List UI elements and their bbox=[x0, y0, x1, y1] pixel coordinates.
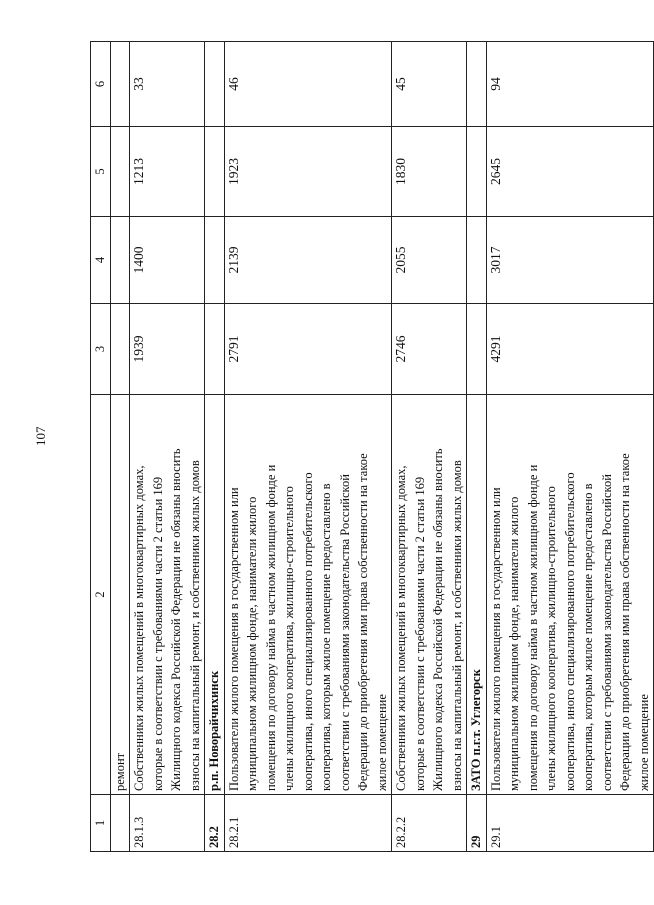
tariff-table bbox=[90, 41, 654, 852]
value-col-6: 46 bbox=[224, 42, 392, 127]
header-cell-2: 2 bbox=[91, 395, 111, 795]
description-line: жилое помещение bbox=[374, 694, 389, 791]
value-col-4 bbox=[110, 217, 130, 304]
description-line: помещения по договору найма в частном жилищном фонде и bbox=[263, 464, 278, 791]
description-line: ремонт bbox=[112, 752, 127, 791]
row-code bbox=[110, 795, 130, 852]
description-line: Пользователи жилого помещения в государственном или bbox=[488, 487, 503, 791]
description-line: Федерации до приобретения ими права собственности на такое bbox=[356, 453, 370, 791]
row-description bbox=[110, 395, 130, 795]
value-col-5: 1923 bbox=[224, 127, 392, 217]
header-cell-5: 5 bbox=[91, 127, 111, 217]
row-code: 28.2.2 bbox=[392, 795, 467, 852]
description-line: которые в соответствии с требованиями части 2 статьи 169 bbox=[412, 476, 427, 791]
value-col-5: 1213 bbox=[130, 127, 205, 217]
row-description bbox=[486, 395, 654, 795]
value-col-6: 33 bbox=[130, 42, 205, 127]
description-line: Собственники жилых помещений в многоквартирных домах, bbox=[132, 465, 146, 791]
row-description bbox=[205, 395, 225, 795]
value-col-5: 1830 bbox=[392, 127, 467, 217]
description-line: кооператива, иного специализированного потребительского bbox=[562, 472, 577, 791]
value-col-3 bbox=[467, 304, 487, 395]
value-col-5 bbox=[467, 127, 487, 217]
description-line: ЗАТО п.г.т. Углегорск bbox=[469, 669, 483, 791]
value-col-5 bbox=[110, 127, 130, 217]
description-line: члены жилищного кооператива, жилищно-строительного bbox=[544, 486, 558, 791]
value-col-4: 2055 bbox=[392, 217, 467, 304]
description-line: муниципальном жилищном фонде, наниматели жилого bbox=[507, 496, 521, 791]
row-code: 29.1 bbox=[486, 795, 654, 852]
description-line: жилое помещение bbox=[636, 694, 651, 791]
value-col-3 bbox=[205, 304, 225, 395]
value-col-3: 2791 bbox=[224, 304, 392, 395]
header-cell-4: 4 bbox=[91, 217, 111, 304]
description-line: р.п. Новорайчихинск bbox=[207, 670, 221, 791]
table-subheader-row bbox=[467, 42, 487, 852]
value-col-3 bbox=[110, 304, 130, 395]
description-line: Жилищного кодекса Российской Федерации не обязаны вносить bbox=[431, 448, 445, 791]
row-description bbox=[392, 395, 467, 795]
value-col-4: 1400 bbox=[130, 217, 205, 304]
description-line: взносы на капитальный ремонт, и собственники жилых домов bbox=[449, 460, 464, 791]
description-line: которые в соответствии с требованиями части 2 статьи 169 bbox=[150, 476, 165, 791]
description-line: Собственники жилых помещений в многоквартирных домах, bbox=[394, 465, 408, 791]
description-line: взносы на капитальный ремонт, и собственники жилых домов bbox=[187, 460, 202, 791]
value-col-3: 1939 bbox=[130, 304, 205, 395]
description-line: помещения по договору найма в частном жилищном фонде и bbox=[525, 464, 540, 791]
page-number: 107 bbox=[33, 426, 48, 446]
description-line: Федерации до приобретения ими права собственности на такое bbox=[618, 453, 632, 791]
value-col-6 bbox=[110, 42, 130, 127]
value-col-4 bbox=[467, 217, 487, 304]
value-col-6 bbox=[205, 42, 225, 127]
value-col-3: 4291 bbox=[486, 304, 654, 395]
row-code: 29 bbox=[467, 795, 487, 852]
table-row bbox=[486, 42, 654, 852]
row-description bbox=[224, 395, 392, 795]
description-line: члены жилищного кооператива, жилищно-строительного bbox=[282, 486, 296, 791]
description-line: муниципальном жилищном фонде, наниматели жилого bbox=[245, 496, 259, 791]
value-col-3: 2746 bbox=[392, 304, 467, 395]
value-col-4: 3017 bbox=[486, 217, 654, 304]
header-cell-6: 6 bbox=[91, 42, 111, 127]
description-line: Жилищного кодекса Российской Федерации не обязаны вносить bbox=[169, 448, 183, 791]
table-body bbox=[91, 42, 654, 852]
row-code: 28.2.1 bbox=[224, 795, 392, 852]
value-col-4: 2139 bbox=[224, 217, 392, 304]
description-line: кооператива, которым жилое помещение предоставлено в bbox=[319, 483, 333, 791]
description-line: соответствии с требованиями законодательства Российской bbox=[337, 474, 352, 791]
value-col-6: 94 bbox=[486, 42, 654, 127]
header-row bbox=[91, 42, 111, 852]
value-col-5: 2645 bbox=[486, 127, 654, 217]
row-description bbox=[130, 395, 205, 795]
table-row bbox=[392, 42, 467, 852]
table-row bbox=[224, 42, 392, 852]
value-col-4 bbox=[205, 217, 225, 304]
value-col-6 bbox=[467, 42, 487, 127]
description-line: Пользователи жилого помещения в государственном или bbox=[226, 487, 241, 791]
rotated-table-container bbox=[90, 42, 651, 852]
row-code: 28.2 bbox=[205, 795, 225, 852]
header-cell-3: 3 bbox=[91, 304, 111, 395]
table-row bbox=[130, 42, 205, 852]
value-col-6: 45 bbox=[392, 42, 467, 127]
description-line: кооператива, иного специализированного потребительского bbox=[300, 472, 315, 791]
row-code: 28.1.3 bbox=[130, 795, 205, 852]
row-description bbox=[467, 395, 487, 795]
description-line: соответствии с требованиями законодательства Российской bbox=[599, 474, 614, 791]
header-cell-1: 1 bbox=[91, 795, 111, 852]
table-subheader-row bbox=[205, 42, 225, 852]
value-col-5 bbox=[205, 127, 225, 217]
description-line: кооператива, которым жилое помещение предоставлено в bbox=[581, 483, 595, 791]
table-row bbox=[110, 42, 130, 852]
